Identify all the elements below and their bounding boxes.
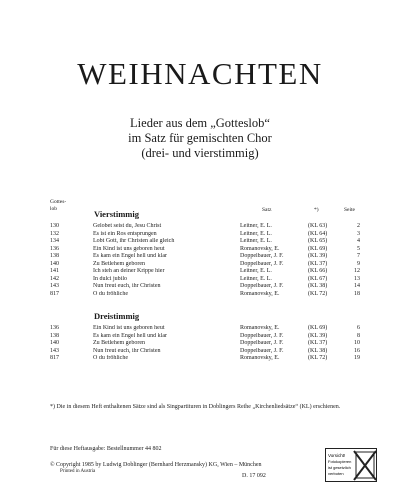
song-title: Zu Betlehem geboren — [93, 340, 145, 346]
kl-reference: (KL 72) — [308, 355, 328, 361]
footnote: *) Die in diesem Heft enthaltenen Sätze sind als Singpartituren in Doblingers Reihe „Kirchenliedsätze“ (KL) erschienen. — [50, 404, 341, 410]
page-number: 3 — [357, 230, 360, 237]
kl-reference: (KL 64) — [308, 230, 328, 237]
gotteslob-number: 817 — [50, 355, 59, 361]
copyright: © Copyright 1985 by Ludwig Doblinger (Bernhard Herzmansky) KG, Wien – München — [50, 462, 262, 468]
arranger-name: Romanovsky, E. — [240, 245, 280, 252]
page-number: 7 — [357, 253, 360, 259]
kl-reference: (KL 37) — [308, 260, 328, 267]
page-number: 6 — [357, 325, 360, 331]
table-row — [0, 355, 400, 363]
table-row — [0, 283, 400, 291]
arranger-name: Leitner, E. L. — [240, 268, 272, 274]
subtitle-line-1: Lieder aus dem „Gotteslob“ — [130, 116, 270, 130]
table-row — [0, 253, 400, 261]
arranger-name: Leitner, E. L. — [240, 238, 272, 244]
song-title: Lobt Gott, ihr Christen alle gleich — [93, 238, 175, 244]
song-title: O du fröhliche — [93, 290, 128, 297]
table-row — [0, 231, 400, 239]
song-title: Es ist ein Ros entsprungen — [93, 230, 157, 237]
page-number: 10 — [354, 340, 360, 346]
kl-reference: (KL 38) — [308, 283, 328, 289]
gotteslob-number: 134 — [50, 238, 59, 244]
arranger-name: Leitner, E. L. — [240, 275, 272, 282]
kl-reference: (KL 37) — [308, 340, 328, 346]
gotteslob-number: 817 — [50, 290, 59, 297]
page-number: 13 — [354, 275, 360, 282]
table-row — [0, 340, 400, 348]
section-title-vierstimmig: Vierstimmig — [94, 209, 140, 219]
arranger-name: Doppelbauer, J. F. — [240, 283, 284, 289]
stamp-line-2: Fotokopieren — [328, 459, 352, 464]
arranger-name: Romanovsky, E. — [240, 325, 280, 331]
table-row — [0, 238, 400, 246]
table-row — [0, 348, 400, 356]
kl-reference: (KL 38) — [308, 347, 328, 354]
kl-reference: (KL 67) — [308, 275, 328, 282]
table-row — [0, 261, 400, 269]
arranger-name: Doppelbauer, J. F. — [240, 340, 284, 346]
arranger-name: Doppelbauer, J. F. — [240, 260, 284, 267]
table-row — [0, 333, 400, 341]
arranger-name: Romanovsky, E. — [240, 355, 280, 361]
song-title: Ich steh an deiner Krippe hier — [93, 268, 165, 274]
subtitle — [0, 116, 400, 161]
gotteslob-number: 136 — [50, 325, 59, 331]
kl-reference: (KL 69) — [308, 325, 328, 331]
page-number: 19 — [354, 355, 360, 361]
kl-reference: (KL 72) — [308, 290, 328, 297]
stamp-line-1: Vorsicht! — [328, 453, 346, 458]
subtitle-line-3: (drei- und vierstimmig) — [141, 146, 259, 160]
song-title: Ein Kind ist uns geboren heut — [93, 325, 165, 331]
arranger-name: Doppelbauer, J. F. — [240, 332, 284, 339]
gotteslob-number: 140 — [50, 260, 59, 267]
gotteslob-number: 143 — [50, 347, 59, 354]
gotteslob-number: 143 — [50, 283, 59, 289]
gotteslob-number: 138 — [50, 253, 59, 259]
arranger-name: Leitner, E. L. — [240, 223, 272, 229]
arranger-name: Leitner, E. L. — [240, 230, 272, 237]
song-title: Es kam ein Engel hell und klar — [93, 253, 167, 259]
page-number: 4 — [357, 238, 360, 244]
kl-reference: (KL 69) — [308, 245, 328, 252]
publisher-number: D. 17 092 — [242, 473, 266, 479]
page-title: WEIHNACHTEN — [77, 56, 323, 91]
arranger-name: Doppelbauer, J. F. — [240, 253, 284, 259]
vierstimmig-list — [0, 223, 400, 298]
gotteslob-number: 141 — [50, 268, 59, 274]
order-note: Für diese Heftausgabe: Bestellnummer 44 802 — [50, 446, 162, 452]
section-title-dreistimmig: Dreistimmig — [94, 311, 140, 321]
song-title: Ein Kind ist uns geboren heut — [93, 245, 165, 252]
table-row — [0, 291, 400, 299]
table-row — [0, 223, 400, 231]
page-number: 12 — [354, 268, 360, 274]
song-title: O du fröhliche — [93, 355, 128, 361]
song-title: Zu Betlehem geboren — [93, 260, 145, 267]
column-header-seite: Seite — [344, 207, 355, 213]
gotteslob-number: 142 — [50, 275, 59, 282]
kl-reference: (KL 66) — [308, 268, 328, 274]
stamp-line-4: verboten — [328, 471, 344, 476]
gotteslob-number: 140 — [50, 340, 59, 346]
subtitle-line-2: im Satz für gemischten Chor — [128, 131, 272, 145]
gotteslob-number: 136 — [50, 245, 59, 252]
song-title: In dulci jubilo — [93, 275, 127, 282]
gotteslob-number: 130 — [50, 223, 59, 229]
gotteslob-number: 138 — [50, 332, 59, 339]
kl-reference: (KL 39) — [308, 253, 328, 259]
stamp-graphic — [326, 449, 377, 482]
table-row — [0, 325, 400, 333]
song-title: Gelobet seist du, Jesu Christ — [93, 223, 162, 229]
column-header-star: *) — [314, 207, 319, 213]
gotteslob-number: 132 — [50, 230, 59, 237]
page-number: 18 — [354, 290, 360, 297]
arranger-name: Doppelbauer, J. F. — [240, 347, 284, 354]
page-number: 2 — [357, 223, 360, 229]
no-photocopy-stamp — [325, 448, 377, 482]
page-number: 16 — [354, 347, 360, 354]
page-number: 8 — [357, 332, 360, 339]
table-row — [0, 246, 400, 254]
page-number: 5 — [357, 245, 360, 252]
kl-reference: (KL 65) — [308, 238, 328, 244]
song-title: Nun freut euch, ihr Christen — [93, 347, 161, 354]
song-title: Es kam ein Engel hell und klar — [93, 332, 167, 339]
stamp-line-3: ist gesetzlich — [328, 465, 351, 470]
printed-in: Printed in Austria — [60, 469, 96, 474]
song-title: Nun freut euch, ihr Christen — [93, 283, 161, 289]
kl-reference: (KL 63) — [308, 223, 328, 229]
arranger-name: Romanovsky, E. — [240, 290, 280, 297]
column-header-gotteslob: Gottes- lob — [50, 199, 67, 212]
table-row — [0, 268, 400, 276]
page-number: 14 — [354, 283, 360, 289]
dreistimmig-list — [0, 325, 400, 363]
kl-reference: (KL 39) — [308, 332, 328, 339]
page-number: 9 — [357, 260, 360, 267]
column-header-satz: Satz — [262, 207, 272, 213]
table-row — [0, 276, 400, 284]
